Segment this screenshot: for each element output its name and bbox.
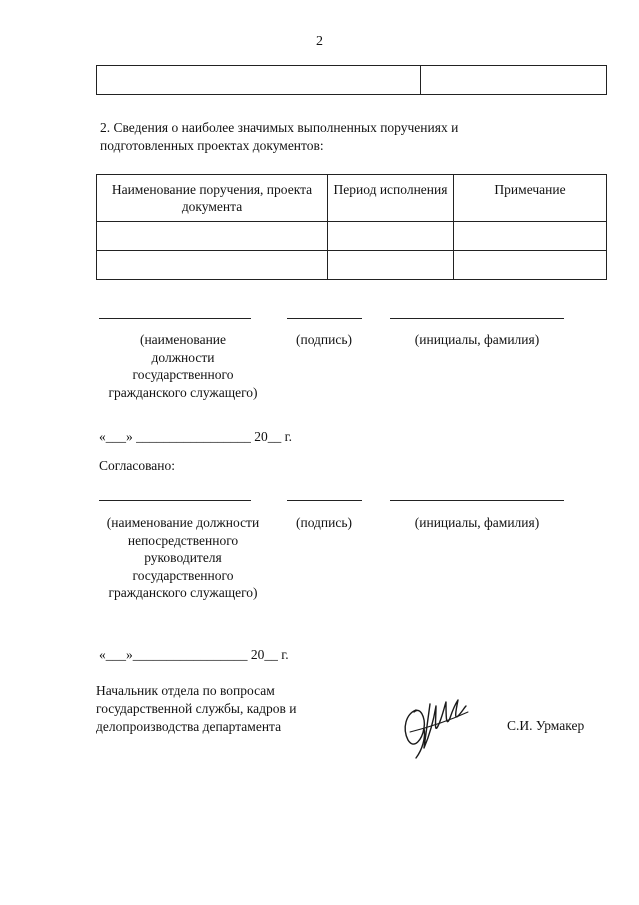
caption-position: (наименование должности государственного гражданского служащего) <box>108 332 258 400</box>
caption-name: (инициалы, фамилия) <box>414 332 540 347</box>
caption-signature: (подпись) <box>295 515 353 530</box>
date-line: «___»_________________ 20__ г. <box>99 647 289 662</box>
page-number: 2 <box>316 34 323 49</box>
table-cell <box>328 222 454 251</box>
footer-position: Начальник отдела по вопросам государственной службы, кадров и делопроизводства департамента <box>96 683 297 734</box>
table-row <box>97 251 607 280</box>
continued-table <box>96 65 607 95</box>
table-cell <box>454 251 607 280</box>
column-header-period: Период исполнения <box>328 175 454 222</box>
table-row <box>97 222 607 251</box>
position-line <box>99 318 251 319</box>
footer-name: С.И. Урмакер <box>507 718 585 733</box>
date-line: «___» _________________ 20__ г. <box>99 429 293 444</box>
table-row <box>97 66 607 95</box>
column-header-name: Наименование поручения, проекта документа <box>97 175 328 222</box>
section-title: 2. Сведения о наиболее значимых выполненных поручениях и подготовленных проектах документов: <box>100 120 459 153</box>
position-line <box>99 500 251 501</box>
signature-line <box>287 318 362 319</box>
assignments-table <box>96 174 607 280</box>
handwritten-signature <box>396 688 476 766</box>
table-cell <box>97 222 328 251</box>
table-header-row <box>97 175 607 222</box>
caption-position: (наименование должности непосредственного руководителя государственного гражданского служащего) <box>106 515 260 601</box>
name-line <box>390 318 564 319</box>
table-cell <box>97 66 421 95</box>
signature-line <box>287 500 362 501</box>
table-cell <box>328 251 454 280</box>
table-cell <box>97 251 328 280</box>
agreed-label: Согласовано: <box>99 458 175 473</box>
column-header-note: Примечание <box>454 175 607 222</box>
caption-name: (инициалы, фамилия) <box>414 515 540 530</box>
table-cell <box>421 66 607 95</box>
caption-signature: (подпись) <box>295 332 353 347</box>
name-line <box>390 500 564 501</box>
table-cell <box>454 222 607 251</box>
